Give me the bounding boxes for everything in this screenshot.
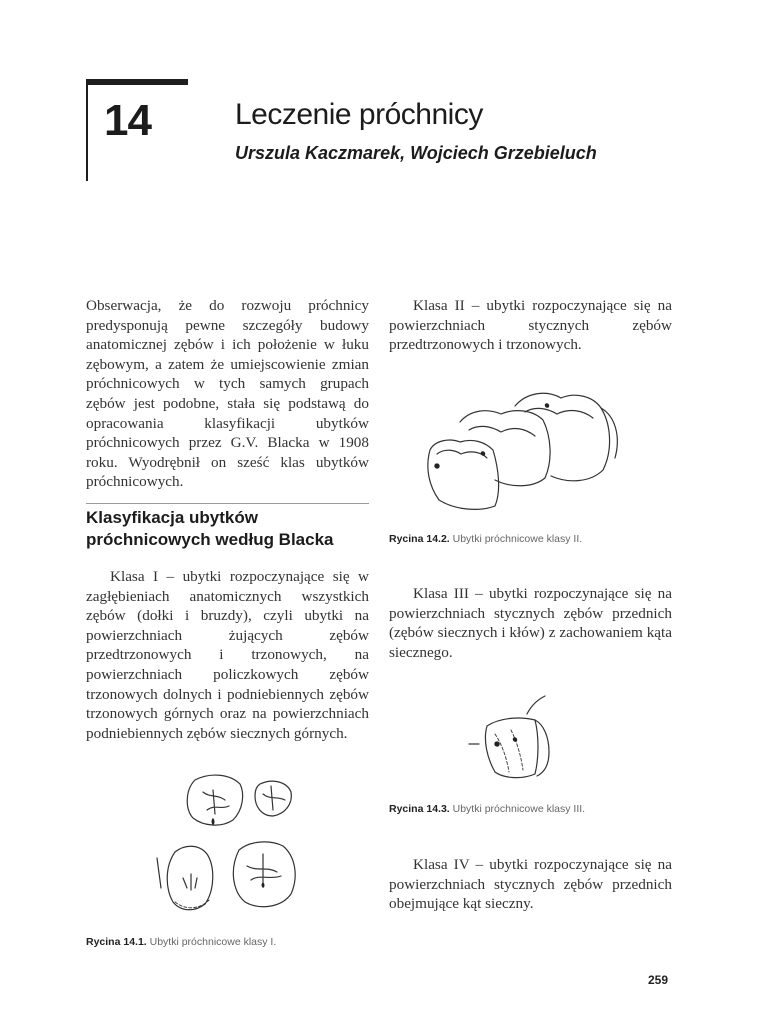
figure-class-3-illustration bbox=[465, 690, 555, 785]
chapter-number-rule bbox=[86, 79, 88, 181]
class-3-text: Klasa III – ubytki rozpoczynające się na powierzchniach stycznych zębów przednich (zębów siecznych i kłów) z zachowaniem kąta siecznego. bbox=[389, 585, 672, 661]
chapter-number: 14 bbox=[104, 96, 151, 145]
figure-2-label: Rycina 14.2. bbox=[389, 533, 450, 545]
figure-1-label: Rycina 14.1. bbox=[86, 936, 147, 948]
figure-3-caption bbox=[389, 803, 585, 815]
class-3-paragraph bbox=[389, 584, 672, 662]
intro-paragraph: Obserwacja, że do rozwoju próchnicy predysponują pewne szczegóły budowy anatomicznej zębów i ich położenie w łuku zębowym, a zatem że umiejscowienie zmian próchnicowych w tych samych grupach zębów jest podobne, stała się podstawą do opracowania klasyfikacji ubytków próchnicowych przez G.V. Blacka w 1908 roku. Wyodrębnił on sześć klas ubytków próchnicowych. bbox=[86, 297, 369, 491]
page-number: 259 bbox=[648, 973, 669, 987]
figure-class-1-illustration bbox=[155, 770, 315, 928]
figure-1-text: Ubytki próchnicowe klasy I. bbox=[149, 936, 277, 948]
figure-1-caption bbox=[86, 936, 276, 948]
figure-class-2-illustration bbox=[415, 380, 630, 515]
chapter-number-bar bbox=[86, 79, 188, 85]
class-4-text: Klasa IV – ubytki rozpoczynające się na powierzchniach stycznych zębów przednich obejmujące kąt sieczny. bbox=[389, 856, 672, 913]
chapter-authors: Urszula Kaczmarek, Wojciech Grzebieluch bbox=[235, 143, 597, 163]
figure-3-label: Rycina 14.3. bbox=[389, 803, 450, 815]
class-2-text: Klasa II – ubytki rozpoczynające się na powierzchniach stycznych zębów przedtrzonowych i trzonowych. bbox=[389, 297, 672, 354]
class-1-text: Klasa I – ubytki rozpoczynające się w zagłębieniach anatomicznych wszystkich zębów (dołki i bruzdy), czyli ubytki na powierzchniach żujących zębów przedtrzonowych i trzonowych, na powierzchniach policzkowych zębów trzonowych dolnych i podniebiennych zębów trzonowych górnych oraz na powierzchniach podniebiennych zębów siecznych górnych. bbox=[86, 568, 369, 742]
class-2-paragraph bbox=[389, 296, 672, 355]
chapter-title: Leczenie próchnicy bbox=[235, 98, 483, 131]
class-4-paragraph bbox=[389, 855, 672, 914]
figure-2-text: Ubytki próchnicowe klasy II. bbox=[452, 533, 583, 545]
section-divider bbox=[86, 503, 369, 504]
figure-2-caption bbox=[389, 533, 582, 545]
section-heading: Klasyfikacja ubytków próchnicowych według Blacka bbox=[86, 508, 334, 549]
figure-3-text: Ubytki próchnicowe klasy III. bbox=[452, 803, 586, 815]
class-1-paragraph bbox=[86, 567, 369, 743]
